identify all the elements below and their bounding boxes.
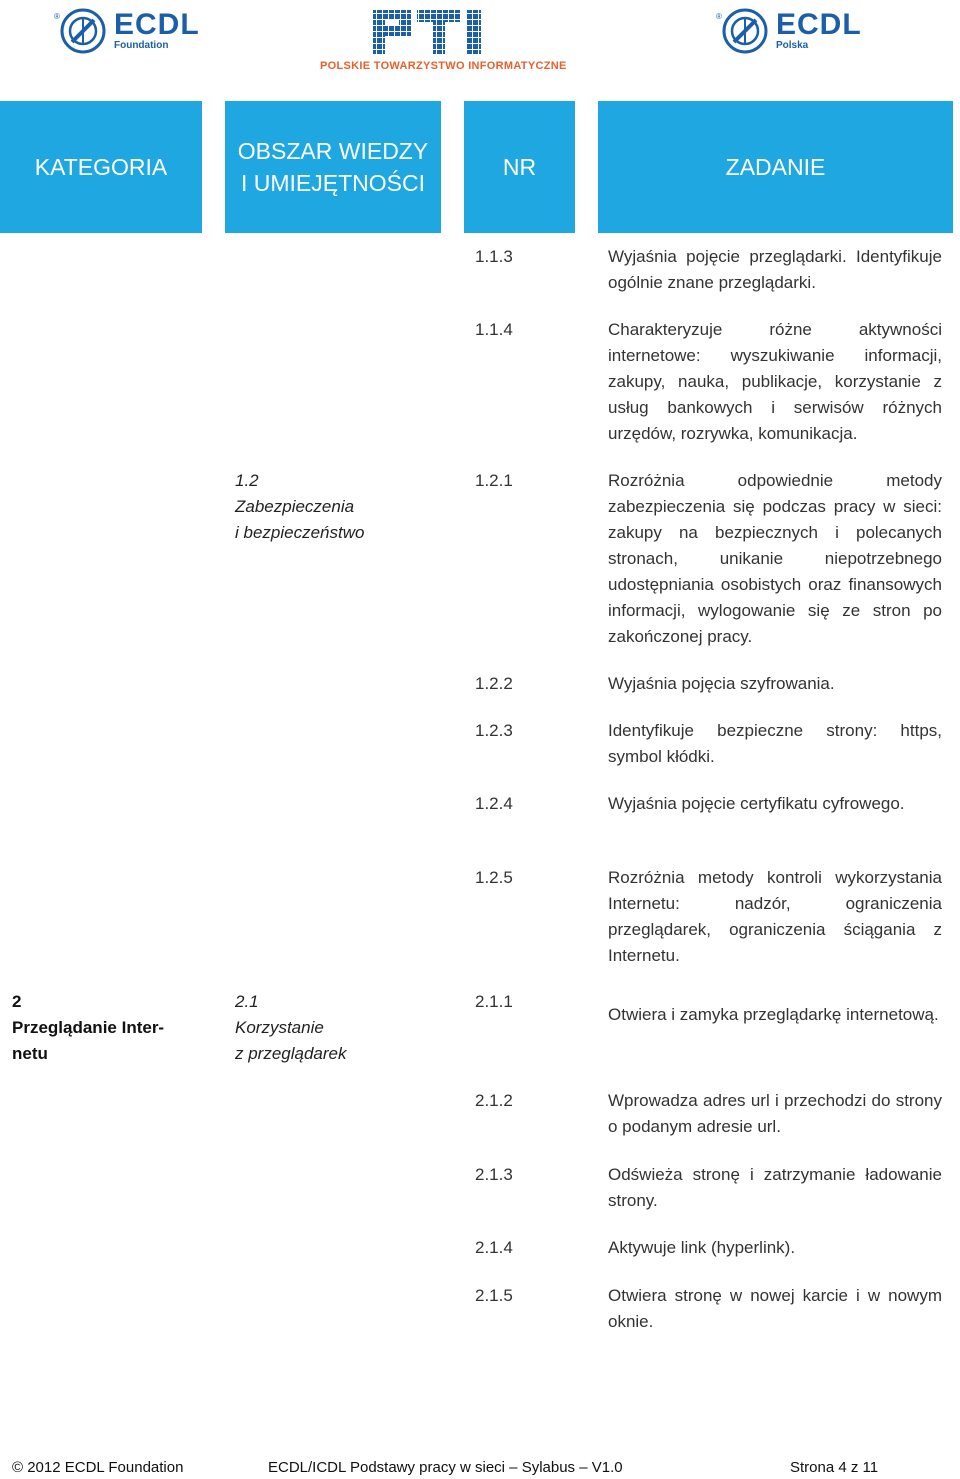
row-task: Wyjaśnia pojęcie certyfikatu cyfrowego.: [608, 794, 905, 813]
ecdl-right-sub: Polska: [776, 40, 809, 51]
header-kategoria: KATEGORIA: [0, 101, 202, 233]
row-nr: 1.2.3: [475, 721, 513, 740]
row-nr: 1.1.4: [475, 320, 513, 339]
row-nr: 2.1.3: [475, 1165, 513, 1184]
category-2: 2 Przeglądanie Inter- netu: [12, 992, 165, 1063]
row-nr: 2.1.5: [475, 1286, 513, 1305]
header-zadanie: ZADANIE: [598, 101, 953, 233]
ecdl-left-name: ECDL: [114, 8, 200, 41]
logo-bar: [0, 0, 960, 90]
ecdl-polska-logo: ® ECDL Polska: [722, 8, 862, 54]
row-task: Rozróżnia odpowiednie metody zabezpieczenia się podczas pracy w sieci: zakupy na bezpiecznych i polecanych stronach, unikanie niepotrzebnego udostępniania osobistych oraz finansowych informacji, wylogowanie się ze stron po zakończonej pracy.: [608, 471, 942, 646]
row-nr: 1.2.5: [475, 868, 513, 887]
row-nr: 1.2.4: [475, 794, 513, 813]
row-task: Wyjaśnia pojęcia szyfrowania.: [608, 674, 835, 693]
row-task: Aktywuje link (hyperlink).: [608, 1238, 796, 1257]
ecdl-globe-icon: [722, 8, 768, 54]
pti-mark-icon: [371, 8, 501, 56]
header-nr: NR: [464, 101, 575, 233]
row-nr: 2.1.4: [475, 1238, 513, 1257]
row-nr: 2.1.1: [475, 992, 513, 1011]
row-task: Identyfikuje bezpieczne strony: https, symbol kłódki.: [608, 721, 942, 766]
row-task: Wprowadza adres url i przechodzi do strony o podanym adresie url.: [608, 1091, 942, 1136]
ecdl-foundation-logo: ® ECDL Foundation: [60, 8, 200, 54]
footer-copyright: © 2012 ECDL Foundation: [12, 1459, 184, 1476]
footer-title: ECDL/ICDL Podstawy pracy w sieci – Sylabus – V1.0: [268, 1459, 623, 1476]
row-task: Otwiera i zamyka przeglądarkę internetową.: [608, 1005, 939, 1024]
header-obszar-wiedzy: OBSZAR WIEDZY I UMIEJĘTNOŚCI: [225, 101, 441, 233]
row-task: Rozróżnia metody kontroli wykorzystania Internetu: nadzór, ograniczenia przeglądarek, ograniczenia ściągania z Internetu.: [608, 868, 942, 965]
row-nr: 1.2.2: [475, 674, 513, 693]
row-task: Charakteryzuje różne aktywności internetowe: wyszukiwanie informacji, zakupy, nauka, publikacje, korzystanie z usług bankowych i serwisów różnych urzędów, rozrywka, komunikacja.: [608, 320, 942, 443]
ecdl-right-name: ECDL: [776, 8, 862, 41]
row-nr: 2.1.2: [475, 1091, 513, 1110]
ecdl-left-sub: Foundation: [114, 40, 169, 51]
row-task: Wyjaśnia pojęcie przeglądarki. Identyfikuje ogólnie znane przeglądarki.: [608, 247, 942, 292]
pti-name: POLSKIE TOWARZYSTWO INFORMATYCZNE: [320, 60, 567, 72]
ecdl-globe-icon: [60, 8, 106, 54]
row-nr: 1.1.3: [475, 247, 513, 266]
row-task: Odświeża stronę i zatrzymanie ładowanie strony.: [608, 1165, 942, 1210]
row-nr: 1.2.1: [475, 471, 513, 490]
pti-logo: [320, 8, 567, 72]
area-2-1: 2.1 Korzystanie z przeglądarek: [235, 992, 347, 1063]
row-task: Otwiera stronę w nowej karcie i w nowym oknie.: [608, 1286, 942, 1331]
footer-page-number: Strona 4 z 11: [790, 1459, 879, 1476]
area-1-2: 1.2 Zabezpieczenia i bezpieczeństwo: [235, 471, 365, 542]
